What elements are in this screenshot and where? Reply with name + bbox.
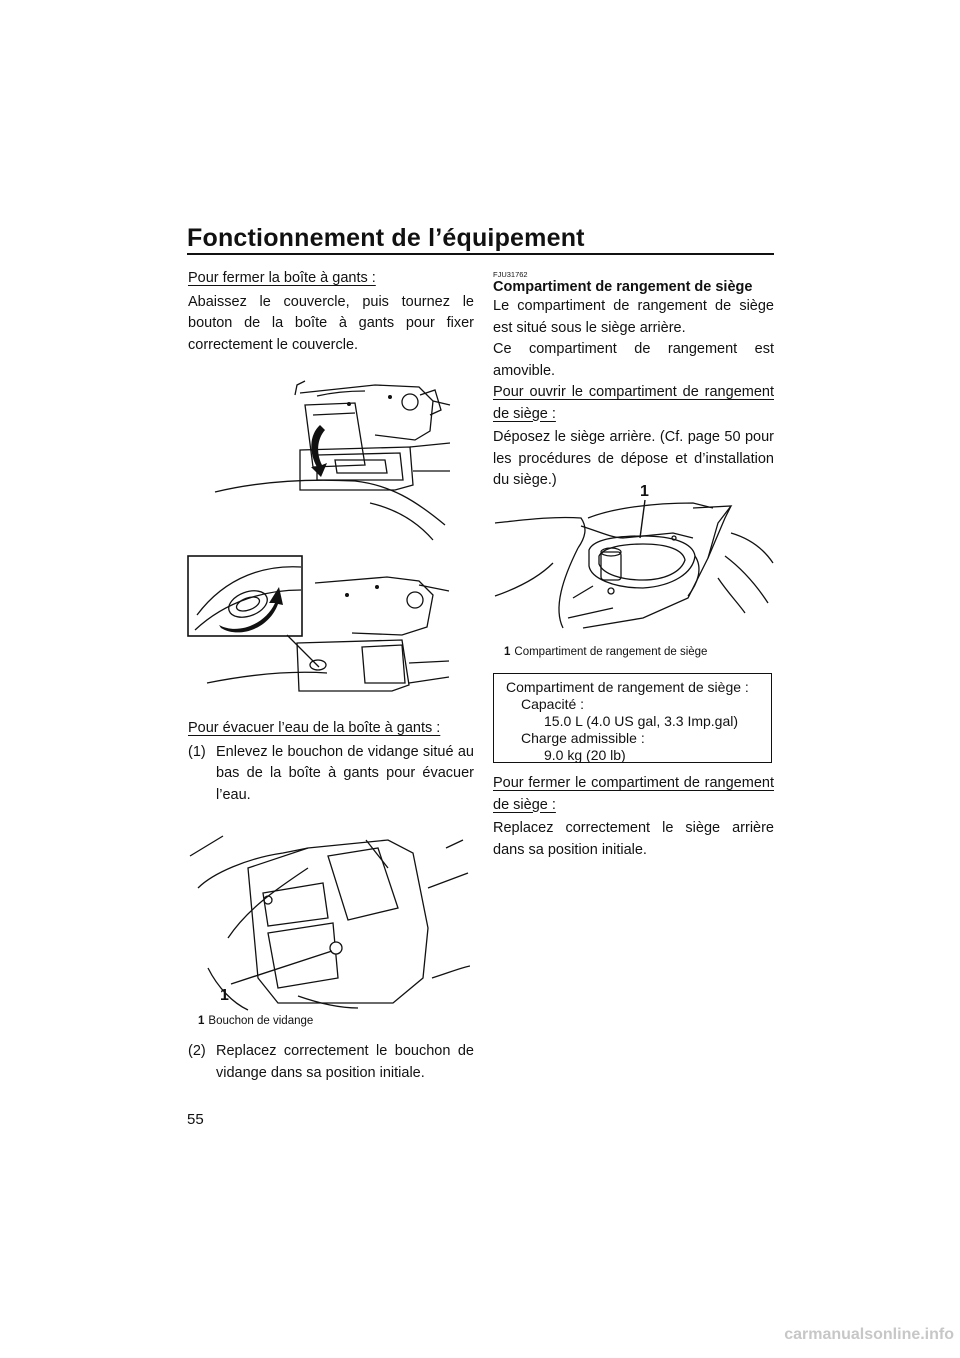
open-compartment-text: Déposez le siège arrière. (Cf. page 50 pour les procédures de dépose et d’installation du siège.) xyxy=(493,429,774,488)
specification-box xyxy=(493,673,772,763)
caption-number: 1 xyxy=(504,646,511,658)
glovebox-lid-illustration xyxy=(205,375,455,545)
section-code: FJU31762 xyxy=(493,270,528,279)
close-compartment-heading: Pour fermer le compartiment de rangement de siège : xyxy=(493,775,774,813)
seat-storage-para-2: Ce compartiment de rangement est amovible. xyxy=(493,341,774,379)
close-compartment-text: Replacez correctement le siège arrière dans sa position initiale. xyxy=(493,820,774,858)
close-glovebox-text: Abaissez le couvercle, puis tournez le bouton de la boîte à gants pour fixer correctement le couvercle. xyxy=(188,293,474,353)
spec-load-label: Charge admissible : xyxy=(521,730,645,746)
seat-figure-callout: 1 xyxy=(640,483,649,500)
title-divider xyxy=(187,253,774,255)
glovebox-knob-illustration xyxy=(187,555,452,700)
right-column xyxy=(493,270,774,492)
page-number: 55 xyxy=(187,1111,204,1128)
step-number: (2) xyxy=(188,1043,206,1059)
caption-text: Bouchon de vidange xyxy=(208,1015,314,1027)
drain-section xyxy=(188,718,474,806)
spec-capacity-label: Capacité : xyxy=(521,696,585,712)
caption-number: 1 xyxy=(198,1015,205,1027)
drain-figure-callout: 1 xyxy=(220,987,229,1004)
drain-caption xyxy=(198,1014,313,1028)
drain-step-2-wrapper xyxy=(188,1041,474,1084)
drain-step-2 xyxy=(188,1041,474,1084)
seat-compartment-illustration xyxy=(493,478,775,636)
close-glovebox-heading: Pour fermer la boîte à gants : xyxy=(188,270,376,286)
seat-caption xyxy=(504,645,707,659)
drain-plug-illustration xyxy=(188,828,470,1013)
section-heading: Compartiment de rangement de siège xyxy=(493,279,753,295)
left-column xyxy=(188,268,474,356)
step-text: Replacez correctement le bouchon de vidange dans sa position initiale. xyxy=(216,1043,474,1081)
step-number: (1) xyxy=(188,743,206,760)
step-text: Enlevez le bouchon de vidange situé au bas de la boîte à gants pour évacuer l’eau. xyxy=(216,743,474,803)
caption-text: Compartiment de rangement de siège xyxy=(514,646,708,658)
spec-load-value: 9.0 kg (20 lb) xyxy=(544,747,626,763)
page-title: Fonctionnement de l’équipement xyxy=(187,224,585,252)
spec-capacity-value: 15.0 L (4.0 US gal, 3.3 Imp.gal) xyxy=(544,713,739,729)
spec-title: Compartiment de rangement de siège : xyxy=(506,679,749,695)
drain-step-1 xyxy=(188,742,474,807)
seat-storage-para-1: Le compartiment de rangement de siège est situé sous le siège arrière. xyxy=(493,298,774,336)
close-compartment-section xyxy=(493,773,774,861)
open-compartment-heading: Pour ouvrir le compartiment de rangement de siège : xyxy=(493,384,774,422)
drain-heading: Pour évacuer l’eau de la boîte à gants : xyxy=(188,720,441,736)
watermark: carmanualsonline.info xyxy=(784,1326,954,1343)
